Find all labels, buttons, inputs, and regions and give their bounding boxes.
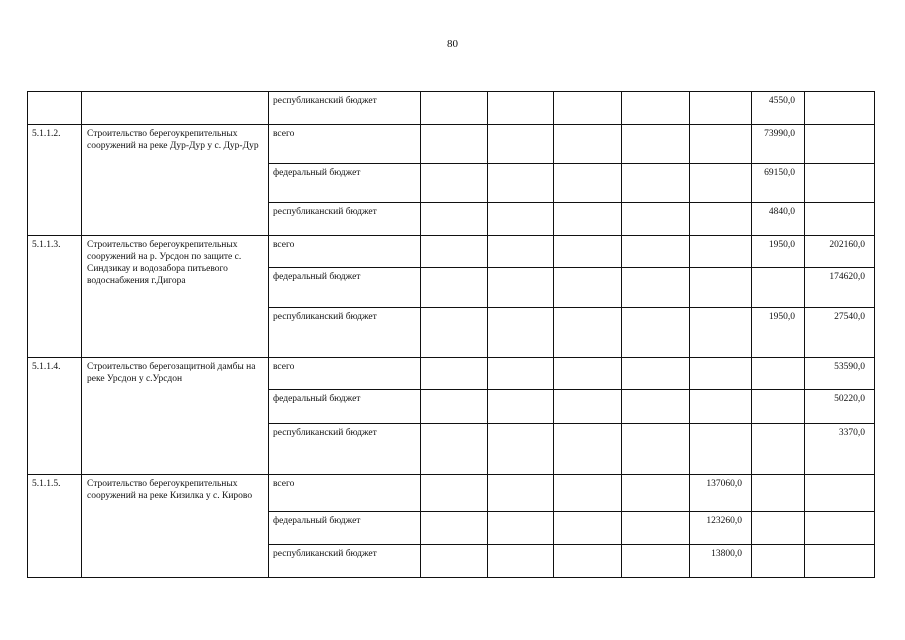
funding-source-cell: всего <box>269 125 421 164</box>
amount-cell <box>690 92 752 125</box>
item-code-cell <box>28 92 82 125</box>
amount-cell <box>488 545 554 578</box>
funding-source-cell: всего <box>269 475 421 512</box>
amount-cell <box>554 203 622 236</box>
amount-cell <box>554 390 622 424</box>
amount-cell <box>421 308 488 358</box>
table-row <box>28 358 875 390</box>
amount-cell <box>554 512 622 545</box>
amount-cell: 174620,0 <box>805 268 875 308</box>
amount-cell: 1950,0 <box>752 236 805 268</box>
funding-source-cell: всего <box>269 236 421 268</box>
item-description-cell: Строительство берегозащитной дамбы на реке Урсдон у с.Урсдон <box>82 358 269 475</box>
amount-cell: 1950,0 <box>752 308 805 358</box>
amount-cell <box>421 390 488 424</box>
funding-source-cell: всего <box>269 358 421 390</box>
amount-cell <box>752 475 805 512</box>
amount-cell <box>690 424 752 475</box>
funding-source-cell: республиканский бюджет <box>269 92 421 125</box>
amount-cell <box>805 512 875 545</box>
amount-cell <box>488 512 554 545</box>
amount-cell <box>805 164 875 203</box>
amount-cell <box>488 164 554 203</box>
amount-cell <box>421 512 488 545</box>
amount-cell: 3370,0 <box>805 424 875 475</box>
item-code-cell: 5.1.1.2. <box>28 125 82 236</box>
amount-cell <box>421 125 488 164</box>
amount-cell <box>622 545 690 578</box>
amount-cell <box>421 203 488 236</box>
amount-cell: 27540,0 <box>805 308 875 358</box>
amount-cell: 202160,0 <box>805 236 875 268</box>
amount-cell <box>421 92 488 125</box>
funding-source-cell: федеральный бюджет <box>269 512 421 545</box>
amount-cell <box>690 125 752 164</box>
amount-cell <box>488 203 554 236</box>
item-description-cell <box>82 92 269 125</box>
amount-cell <box>554 475 622 512</box>
amount-cell <box>752 390 805 424</box>
funding-source-cell: республиканский бюджет <box>269 424 421 475</box>
amount-cell <box>554 308 622 358</box>
funding-source-cell: федеральный бюджет <box>269 268 421 308</box>
amount-cell <box>421 164 488 203</box>
budget-table <box>27 91 875 578</box>
amount-cell <box>488 390 554 424</box>
amount-cell <box>752 424 805 475</box>
amount-cell: 69150,0 <box>752 164 805 203</box>
amount-cell <box>690 358 752 390</box>
amount-cell <box>554 424 622 475</box>
amount-cell: 13800,0 <box>690 545 752 578</box>
amount-cell <box>554 164 622 203</box>
table-row <box>28 236 875 268</box>
amount-cell: 137060,0 <box>690 475 752 512</box>
amount-cell <box>421 424 488 475</box>
amount-cell <box>488 424 554 475</box>
amount-cell <box>805 475 875 512</box>
amount-cell <box>690 236 752 268</box>
amount-cell <box>805 203 875 236</box>
amount-cell <box>622 308 690 358</box>
amount-cell <box>488 308 554 358</box>
amount-cell <box>421 545 488 578</box>
amount-cell <box>554 125 622 164</box>
amount-cell <box>752 268 805 308</box>
amount-cell <box>622 424 690 475</box>
amount-cell <box>690 390 752 424</box>
amount-cell <box>622 512 690 545</box>
amount-cell <box>752 512 805 545</box>
amount-cell <box>488 358 554 390</box>
amount-cell <box>622 390 690 424</box>
item-description-cell: Строительство берегоукрепительных сооружений на реке Дур-Дур у с. Дур-Дур <box>82 125 269 236</box>
amount-cell <box>622 92 690 125</box>
table-row <box>28 125 875 164</box>
amount-cell <box>421 236 488 268</box>
funding-source-cell: республиканский бюджет <box>269 545 421 578</box>
amount-cell <box>622 203 690 236</box>
amount-cell: 4840,0 <box>752 203 805 236</box>
amount-cell <box>554 236 622 268</box>
amount-cell: 53590,0 <box>805 358 875 390</box>
table-row <box>28 475 875 512</box>
amount-cell <box>622 475 690 512</box>
amount-cell <box>622 164 690 203</box>
amount-cell <box>805 545 875 578</box>
amount-cell <box>488 268 554 308</box>
item-code-cell: 5.1.1.4. <box>28 358 82 475</box>
amount-cell <box>421 358 488 390</box>
amount-cell <box>554 92 622 125</box>
amount-cell: 73990,0 <box>752 125 805 164</box>
amount-cell <box>622 236 690 268</box>
amount-cell <box>488 125 554 164</box>
amount-cell <box>421 475 488 512</box>
amount-cell <box>488 236 554 268</box>
item-code-cell: 5.1.1.5. <box>28 475 82 578</box>
funding-source-cell: федеральный бюджет <box>269 390 421 424</box>
amount-cell: 123260,0 <box>690 512 752 545</box>
amount-cell <box>622 358 690 390</box>
funding-source-cell: республиканский бюджет <box>269 308 421 358</box>
funding-source-cell: республиканский бюджет <box>269 203 421 236</box>
amount-cell <box>690 203 752 236</box>
amount-cell <box>488 475 554 512</box>
amount-cell <box>421 268 488 308</box>
funding-source-cell: федеральный бюджет <box>269 164 421 203</box>
page-number: 80 <box>447 38 458 50</box>
amount-cell <box>805 125 875 164</box>
amount-cell <box>554 268 622 308</box>
item-code-cell: 5.1.1.3. <box>28 236 82 358</box>
amount-cell <box>690 164 752 203</box>
amount-cell <box>690 308 752 358</box>
item-description-cell: Строительство берегоукрепительных сооружений на р. Урсдон по защите с. Синдзикау и водозабора питьевого водоснабжения г.Дигора <box>82 236 269 358</box>
item-description-cell: Строительство берегоукрепительных сооружений на реке Кизилка у с. Кирово <box>82 475 269 578</box>
table-body <box>28 92 875 578</box>
amount-cell <box>622 125 690 164</box>
amount-cell: 50220,0 <box>805 390 875 424</box>
amount-cell <box>690 268 752 308</box>
amount-cell <box>805 92 875 125</box>
table-row <box>28 92 875 125</box>
amount-cell <box>752 358 805 390</box>
amount-cell <box>488 92 554 125</box>
amount-cell <box>752 545 805 578</box>
amount-cell <box>622 268 690 308</box>
amount-cell <box>554 358 622 390</box>
amount-cell <box>554 545 622 578</box>
amount-cell: 4550,0 <box>752 92 805 125</box>
